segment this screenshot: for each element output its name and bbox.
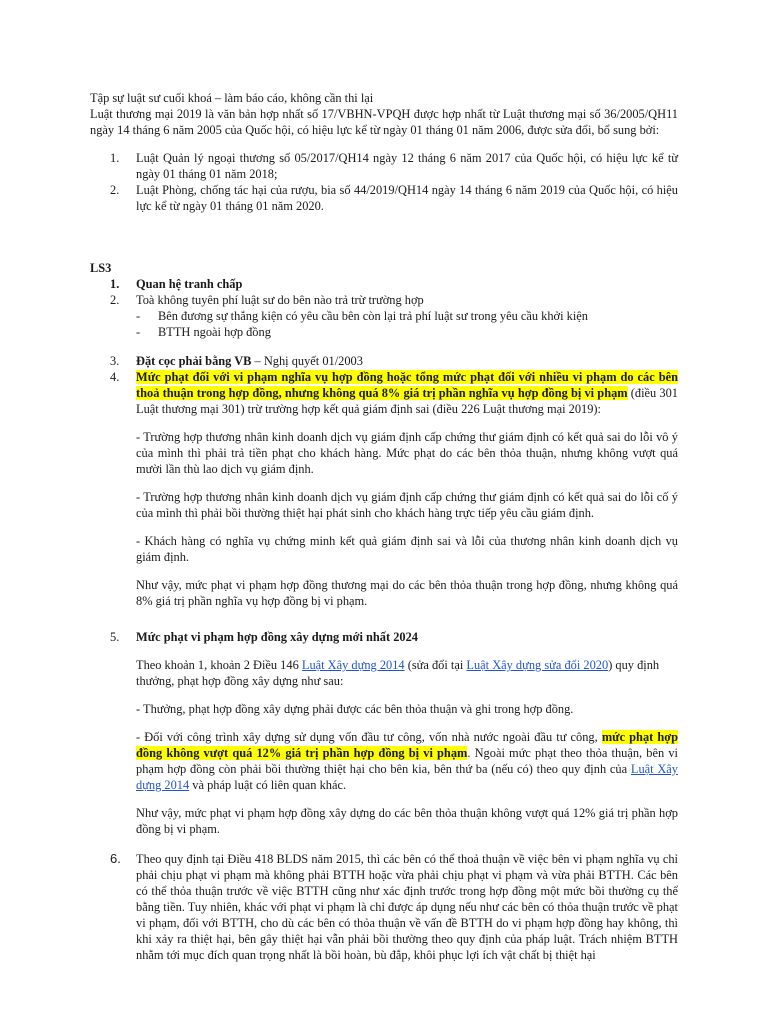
list-number: 3. xyxy=(110,354,120,368)
list-item xyxy=(90,292,678,308)
list-text xyxy=(136,353,678,369)
link-luat-xay-dung-sua-doi-2020[interactable]: Luật Xây dựng sửa đổi 2020 xyxy=(466,658,609,672)
list-number: 5. xyxy=(110,630,120,644)
body-paragraph: Như vậy, mức phạt vi phạm hợp đồng xây dựng do các bên thỏa thuận không vượt quá 12% giá trị phần hợp đồng bị vi phạm. xyxy=(136,806,678,836)
list-text: Toà không tuyên phí luật sư do bên nào trả trừ trường hợp xyxy=(136,293,424,307)
intro-paragraph: Luật thương mại 2019 là văn bản hợp nhất số 17/VBHN-VPQH được hợp nhất từ Luật thương mại số 36/2005/QH11 ngày 14 tháng 6 năm 2005 của Quốc hội, có hiệu lực kể từ ngày 01 tháng 01 năm 2006, được sửa đổi, bổ sung bởi: xyxy=(90,107,678,137)
plain-text: và pháp luật có liên quan khác. xyxy=(189,778,347,792)
bold-text: Đặt cọc phải bằng VB xyxy=(136,354,252,368)
sub-list-item xyxy=(90,324,678,340)
list-body xyxy=(136,629,678,837)
list-item xyxy=(90,851,678,963)
highlighted-text: Mức phạt đối với vi phạm nghĩa vụ hợp đồng hoặc tổng mức phạt đối với nhiều vi phạm do các bên thoả thuận trong hợp đồng, nhưng không quá 8% giá trị phần nghĩa vụ hợp đồng bị vi phạm xyxy=(136,370,678,400)
list-body xyxy=(136,369,678,609)
plain-text: (điều 301 Luật thương mại 301) trừ trường hợp kết quả giám định sai (điều 226 Luật thương mại 2019): xyxy=(136,386,678,416)
plain-text: (sửa đổi tại xyxy=(404,658,467,672)
list-item xyxy=(90,353,678,369)
list-number: 2. xyxy=(110,293,120,307)
sub-list-text: Bên đương sự thắng kiện có yêu cầu bên còn lại trả phí luật sư trong yêu cầu khởi kiện xyxy=(158,309,588,323)
sub-list-item xyxy=(90,308,678,324)
dash-bullet: - xyxy=(136,309,141,323)
list-item xyxy=(90,369,678,609)
sub-list-text: BTTH ngoài hợp đồng xyxy=(158,325,271,339)
list-text: Luật Phòng, chống tác hại của rượu, bia số 44/2019/QH14 ngày 14 tháng 6 năm 2019 của Quốc hội, có hiệu lực kể từ ngày 01 tháng 01 năm 2020. xyxy=(136,183,678,213)
list-number: 2. xyxy=(110,183,120,197)
section-heading-ls3: LS3 xyxy=(90,261,112,275)
intro-title: Tập sự luật sư cuối khoá – làm báo cáo, không cần thi lại xyxy=(90,91,374,105)
plain-text: - Đối với công trình xây dựng sử dụng vốn đầu tư công, vốn nhà nước ngoài đầu tư công, xyxy=(136,730,602,744)
plain-text: ) quy định thưởng, phạt hợp đồng xây dựng như sau: xyxy=(136,658,660,688)
list-number: 1. xyxy=(110,277,120,291)
list-text: Quan hệ tranh chấp xyxy=(136,277,243,291)
body-paragraph: Như vậy, mức phạt vi phạm hợp đồng thương mại do các bên thỏa thuận trong hợp đồng, nhưng không quá 8% giá trị phần nghĩa vụ hợp đồng bị vi phạm. xyxy=(136,578,678,608)
plain-text: Theo khoản 1, khoản 2 Điều 146 xyxy=(136,658,302,672)
list-number: 6. xyxy=(110,851,121,866)
list-text: Luật Quản lý ngoại thương số 05/2017/QH14 ngày 12 tháng 6 năm 2017 của Quốc hội, có hiệu lực kể từ ngày 01 tháng 01 năm 2018; xyxy=(136,151,678,181)
list-item xyxy=(90,150,678,182)
link-luat-xay-dung-2014[interactable]: Luật Xây dựng 2014 xyxy=(301,658,405,672)
body-paragraph: - Trường hợp thương nhân kinh doanh dịch vụ giám định cấp chứng thư giám định có kết quả sai do lỗi cố ý của mình thì phải bồi thường thiệt hại phát sinh cho khách hàng trực tiếp yêu cầu giám định. xyxy=(136,490,678,520)
body-paragraph: - Trường hợp thương nhân kinh doanh dịch vụ giám định cấp chứng thư giám định có kết quả sai do lỗi vô ý của mình thì phải trả tiền phạt cho khách hàng. Mức phạt do các bên thỏa thuận, nhưng không vượt quá mười lần thù lao dịch vụ giám định. xyxy=(136,430,678,476)
highlighted-text: mức phạt hợp đồng không vượt quá 12% giá trị phần hợp đồng bị vi phạm xyxy=(136,730,679,760)
body-paragraph: - Khách hàng có nghĩa vụ chứng minh kết quả giám định sai và lỗi của thương nhân kinh doanh dịch vụ giám định. xyxy=(136,534,678,564)
list-text xyxy=(136,369,678,417)
list-item xyxy=(90,182,678,214)
list-title: Mức phạt vi phạm hợp đồng xây dựng mới nhất 2024 xyxy=(136,630,418,644)
list-item xyxy=(90,276,678,292)
document-page xyxy=(90,90,678,963)
link-luat-xay-dung-2014[interactable]: Luật Xây dựng 2014 xyxy=(136,762,678,792)
list-number: 1. xyxy=(110,151,120,165)
body-paragraph xyxy=(136,729,678,793)
list-number: 4. xyxy=(110,370,120,384)
dash-bullet: - xyxy=(136,325,141,339)
list-text: Theo quy định tại Điều 418 BLDS năm 2015, thì các bên có thể thoả thuận về việc bên vi phạm nghĩa vụ chỉ phải chịu phạt vi phạm mà không phải BTTH hoặc vừa phải chịu phạt vi phạm và vừa phải BTTH. Các bên có thể thỏa thuận trước về việc BTTH cũng như xác định trước trong hợp đồng một mức bồi thường cụ thể bằng tiền. Tuy nhiên, khác với phạt vi phạm là chỉ được áp dụng nếu như các bên có thỏa thuận trước về phạt vi phạm, đối với BTTH, cho dù các bên có thỏa thuận về vấn đề BTTH do vi phạm hợp đồng hay không, thì khi xảy ra thiệt hại, bên gây thiệt hại vẫn phải bồi thường theo quy định của pháp luật. Trách nhiệm BTTH nhằm tới mục đích quan trọng nhất là bồi hoàn, bù đắp, khôi phục lợi ích vật chất bị thiệt hại xyxy=(136,852,678,962)
body-paragraph xyxy=(136,657,678,689)
plain-text: – Nghị quyết 01/2003 xyxy=(251,354,363,368)
plain-text: . Ngoài mức phạt theo thỏa thuận, bên vi phạm hợp đồng còn phải bồi thường thiệt hại cho bên kia, bên thứ ba (nếu có) theo quy định của xyxy=(136,746,678,776)
intro-list xyxy=(90,150,678,214)
list-item xyxy=(90,629,678,837)
body-paragraph: - Thưởng, phạt hợp đồng xây dựng phải được các bên thỏa thuận và ghi trong hợp đồng. xyxy=(136,702,574,716)
